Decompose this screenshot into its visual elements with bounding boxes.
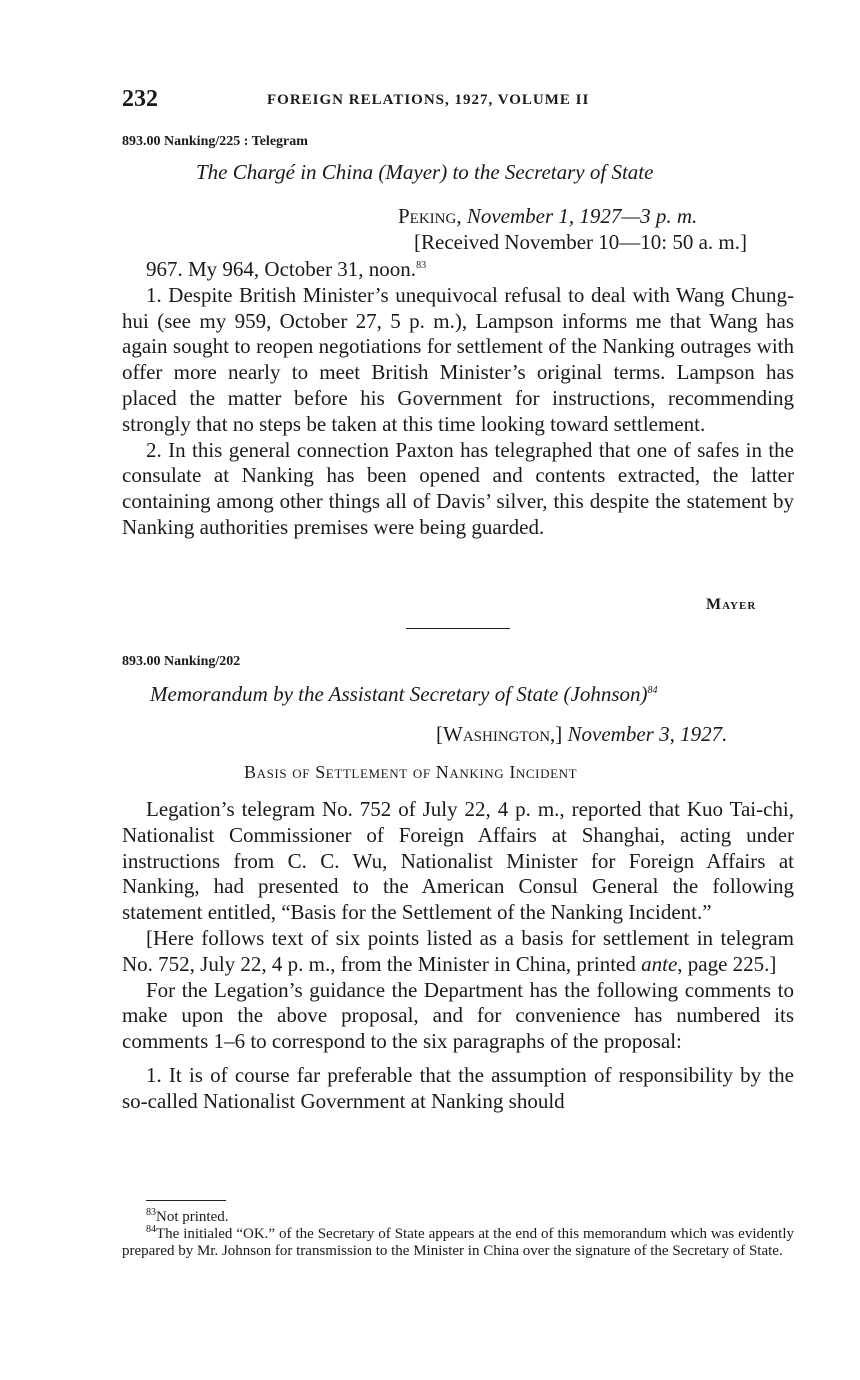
title-part-b: Mayer — [385, 160, 441, 184]
dateline-2 — [436, 722, 727, 747]
signature: Mayer — [706, 596, 757, 613]
paragraph-4: 1. It is of course far preferable that the assumption of responsibility by the so-called Nationalist Government at Nanking should — [122, 1062, 794, 1113]
footnotes — [122, 1209, 794, 1260]
paragraph-2-text-a: [Here follows text of six points listed as a basis for settlement in telegram No. 752, July 22, 4 p. m., from the Minister in China, printed — [122, 925, 794, 976]
title-part-c: ) — [640, 682, 648, 706]
document-title-1 — [196, 160, 653, 185]
footnote-rule — [146, 1200, 226, 1201]
opening-line — [122, 257, 794, 283]
running-title: FOREIGN RELATIONS, 1927, VOLUME II — [267, 92, 590, 108]
paragraph-2-text-b: , page 225.] — [677, 951, 777, 976]
section-divider — [406, 628, 510, 629]
telegram-body — [122, 257, 794, 541]
paragraph-1: 1. Despite British Minister’s unequivocal refusal to deal with Wang Chung-hui (see my 959, October 27, 5 p. m.), Lampson informs me that Wang has again sought to reopen negotiations for settlement of the Nanking outrages with offer more nearly to meet British Minister’s original terms. Lampson has placed the matter before his Government for instructions, recommending strongly that no steps be taken at this time looking toward settlement. — [122, 282, 794, 436]
received-line: [Received November 10—10: 50 a. m.] — [414, 230, 747, 254]
memorandum-body — [122, 797, 794, 1115]
file-reference-1: 893.00 Nanking/225 : Telegram — [122, 134, 308, 149]
footnote-mark: 84 — [146, 1224, 156, 1235]
title-part-a: The Chargé in China ( — [196, 160, 386, 184]
opening-text: 967. My 964, October 31, noon. — [146, 257, 417, 281]
footnote-text: Not printed. — [156, 1209, 229, 1225]
title-part-b: Johnson — [570, 682, 641, 706]
page-number: 232 — [122, 86, 158, 112]
title-part-c: ) to the Secretary of State — [440, 160, 654, 184]
title-part-a: Memorandum by the Assistant Secretary of State ( — [150, 682, 571, 706]
dateline-place: [Washington,] — [436, 722, 563, 746]
dateline-date: November 1, 1927—3 p. m. — [466, 204, 698, 228]
running-head — [122, 86, 794, 116]
paragraph-1: Legation’s telegram No. 752 of July 22, 4 p. m., reported that Kuo Tai-chi, Nationalist Commissioner of Foreign Affairs at Shanghai, acting under instructions from C. C. Wu, Nationalist Minister for Foreign Affairs at Nanking, had presented to the American Consul General the following statement entitled, “Basis for the Settlement of the Nanking Incident.” — [122, 797, 794, 925]
footnote-mark: 83 — [146, 1207, 156, 1218]
dateline-date: November 3, 1927. — [567, 722, 728, 746]
paragraph-2: 2. In this general connection Paxton has telegraphed that one of safes in the consulate at Nanking has been opened and contents extracted, the latter containing among other things all of Davis’ silver, this despite the statement by Nanking authorities premises were being guarded. — [122, 437, 794, 539]
dateline-1 — [398, 204, 697, 229]
document-title-2 — [150, 682, 658, 707]
footnote-84 — [122, 1226, 794, 1260]
ante-word: ante — [641, 951, 678, 976]
section-heading: Basis of Settlement of Nanking Incident — [244, 762, 578, 782]
paragraph-2 — [122, 926, 794, 978]
footnote-ref-84: 84 — [647, 685, 658, 696]
footnote-text: The initialed “OK.” of the Secretary of State appears at the end of this memorandum which was evidently prepared by Mr. Johnson for transmission to the Minister in China over the signature of the Secretary of State. — [122, 1226, 794, 1259]
footnote-ref-83: 83 — [416, 260, 427, 271]
dateline-place: Peking, — [398, 204, 462, 228]
paragraph-3: For the Legation’s guidance the Department has the following comments to make upon the above proposal, and for convenience has numbered its comments 1–6 to correspond to the six paragraphs of the proposal: — [122, 977, 794, 1054]
file-reference-2: 893.00 Nanking/202 — [122, 654, 241, 669]
footnote-83 — [122, 1209, 794, 1226]
